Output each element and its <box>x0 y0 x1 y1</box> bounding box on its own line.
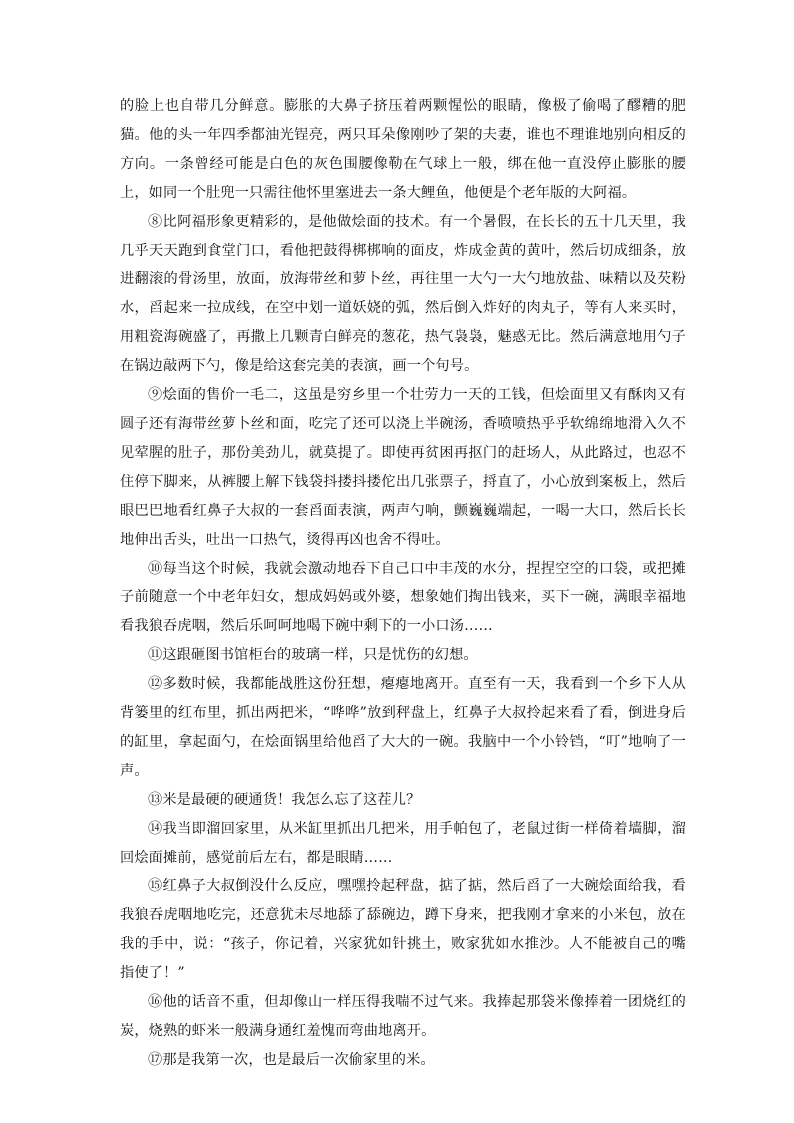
paragraph-9: ⑨烩面的售价一毛二，这虽是穷乡里一个壮劳力一天的工钱，但烩面里又有酥肉又有圆子还有海带丝萝卜丝和面，吃完了还可以浇上半碗汤，香喷喷热乎乎软绵绵地滑入久不见荤腥的肚子，那份美劲儿，就莫提了。即使再贫困再抠门的赶场人，从此路过，也忍不住停下脚来，从裤腰上解下钱袋抖搂抖搂佗出几张票子，捋直了，小心放到案板上，然后眼巴巴地看红鼻子大叔的一套舀面表演，两声勺响，颤巍巍端起，一喝一大口，然后长长地伸出舌头，吐出一口热气，烫得再凶也舍不得吐。 <box>120 387 686 548</box>
paragraph-8: ⑧比阿福形象更精彩的，是他做烩面的技术。有一个暑假，在长长的五十几天里，我几乎天天跑到食堂门口，看他把鼓得梆梆响的面皮，炸成金黄的黄叶，然后切成细条，放进翻滚的骨汤里，放面，放海带丝和萝卜丝，再往里一大勺一大勺地放盐、味精以及芡粉水，舀起来一拉成线，在空中划一道妖娆的弧，然后倒入炸好的肉丸子，等有人来买时，用粗瓷海碗盛了，再撒上几颗青白鲜亮的葱花，热气袅袅，魅惑无比。然后满意地用勺子在锅边敲两下勺，像是给这套完美的表演，画一个句号。 <box>120 213 686 375</box>
paragraph-12: ⑫多数时候，我都能战胜这份狂想，瘪瘪地离开。直至有一天，我看到一个乡下人从背篓里的红布里，抓出两把米，“哗哗”放到秤盘上，红鼻子大叔拎起来看了看，倒进身后的缸里，拿起面勺，在烩面锅里给他舀了大大的一碗。我脑中一个小铃铛，“叮”地响了一声。 <box>120 676 686 779</box>
paragraph-7-continuation: 的脸上也自带几分鲜意。膨胀的大鼻子挤压着两颗惺忪的眼睛，像极了偷喝了醪糟的肥猫。他的头一年四季都油光锃亮，两只耳朵像刚吵了架的夫妻，谁也不理谁地别向相反的方向。一条曾经可能是白色的灰色围腰像勒在气球上一般，绑在他一直没停止膨胀的腰上，如同一个肚兜一只需往他怀里塞进去一条大鲤鱼，他便是个老年版的大阿福。 <box>120 98 686 201</box>
paragraph-17: ⑰那是我第一次，也是最后一次偷家里的米。 <box>148 1051 435 1068</box>
paragraph-14: ⑭我当即溜回家里，从米缸里抓出几把米，用手帕包了，老鼠过街一样倚着墙脚，溜回烩面摊前，感觉前后左右，都是眼睛…… <box>120 820 686 866</box>
paragraph-10: ⑩每当这个时候，我就会激动地吞下自己口中丰茂的水分，捏捏空空的口袋，或把摊子前随意一个中老年妇女，想成妈妈或外婆，想象她们掏出钱来，买下一碗，满眼幸福地看我狼吞虎咽，然后乐呵呵地喝下碗中剩下的一小口汤…… <box>120 560 686 635</box>
article-body <box>120 92 686 1075</box>
paragraph-16: ⑯他的话音不重，但却像山一样压得我喘不过气来。我捧起那袋米像捧着一团烧红的炭，烧熟的虾米一般满身通红羞愧而弯曲地离开。 <box>120 994 686 1039</box>
paragraph-15: ⑮红鼻子大叔倒没什么反应，嘿嘿拎起秤盘，掂了掂，然后舀了一大碗烩面给我，看我狼吞虎咽地吃完，还意犹未尽地舔了舔碗边，蹲下身来，把我刚才拿来的小米包，放在我的手中，说：“孩子，你记着，兴家犹如针挑土，败家犹如水推沙。人不能被自己的嘴指使了！” <box>120 878 686 982</box>
paragraph-13: ⑬米是最硬的硬通货！我怎么忘了这茬儿？ <box>148 791 421 808</box>
paragraph-11: ⑪这跟砸图书馆柜台的玻璃一样，只是忧伤的幻想。 <box>148 647 478 664</box>
